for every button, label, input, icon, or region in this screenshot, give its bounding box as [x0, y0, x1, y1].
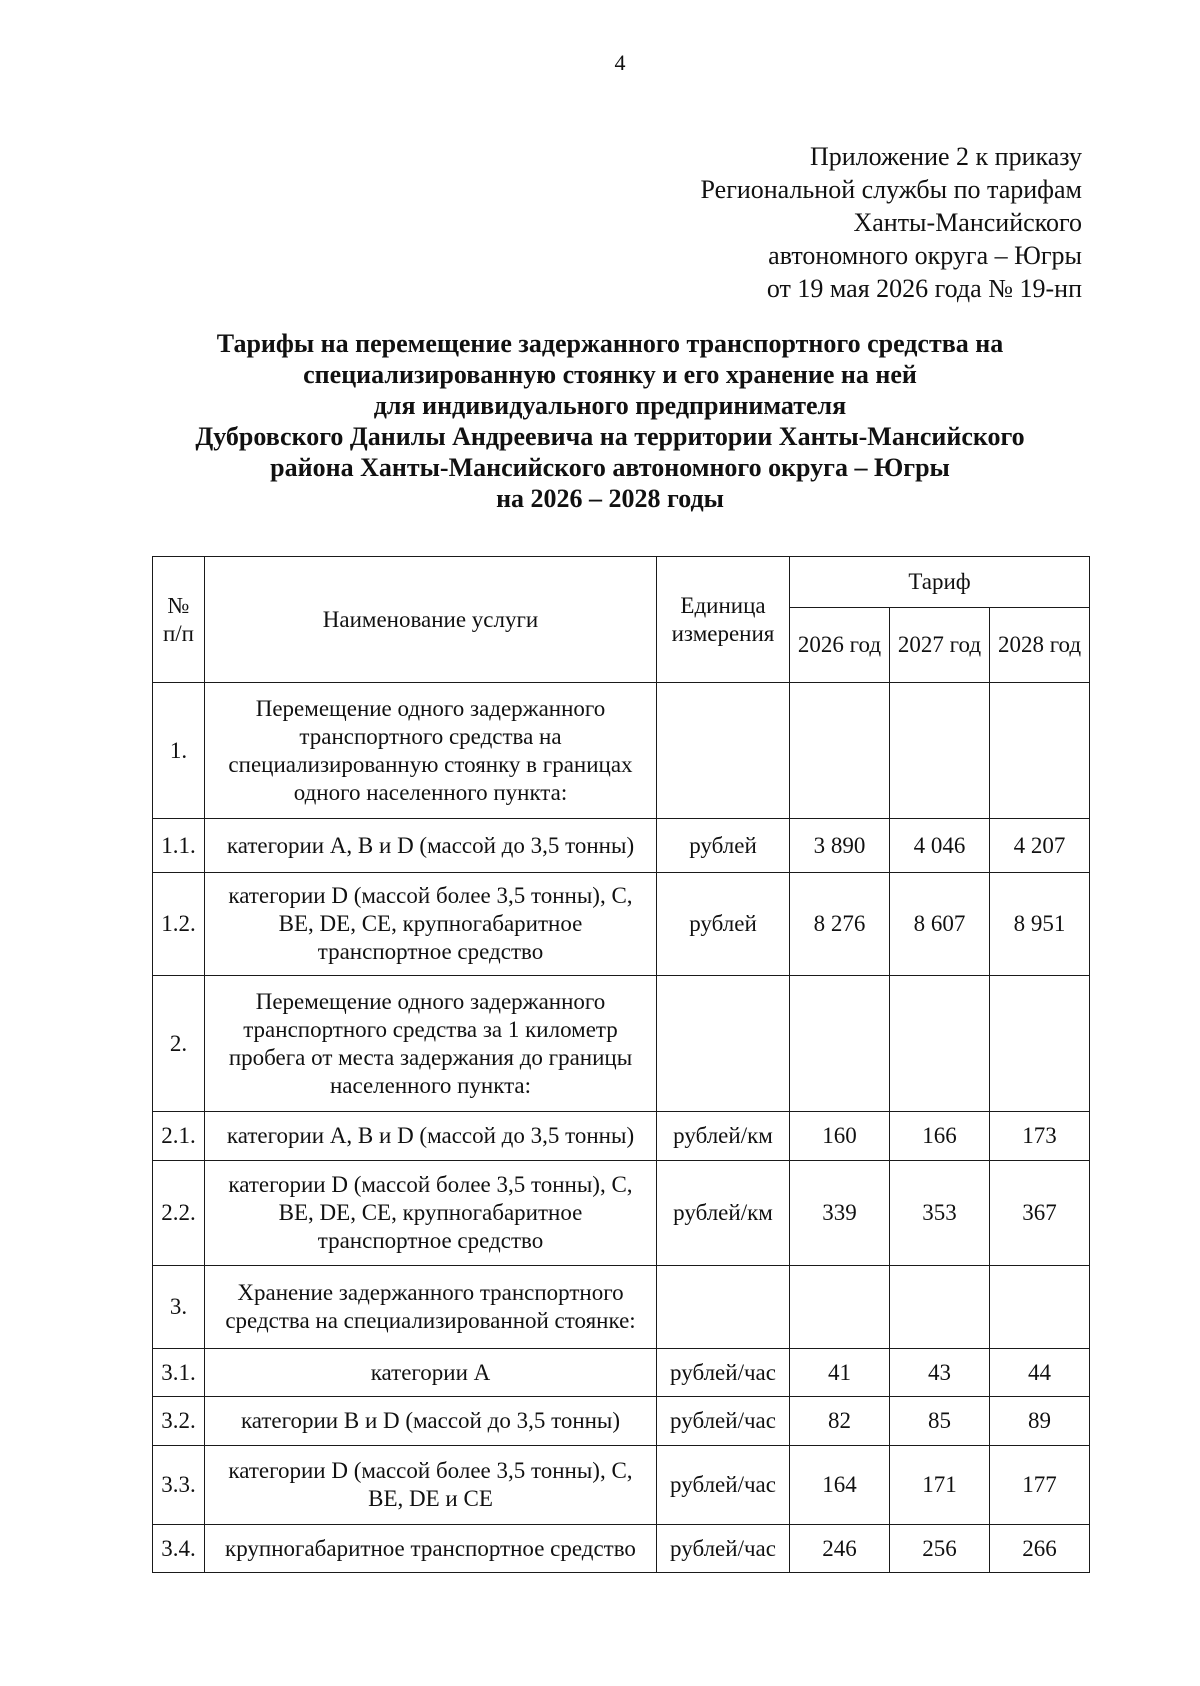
row-value-2028 [990, 683, 1090, 819]
table-row [153, 1266, 1090, 1349]
tariff-table [152, 556, 1090, 1573]
appendix-line: Ханты-Мансийского [853, 208, 1082, 237]
row-service-name: Перемещение одного задержанного транспортного средства за 1 километр пробега от места задержания до границы населенного пункта: [205, 976, 657, 1112]
row-number: 2.1. [153, 1112, 205, 1161]
row-service-name: Перемещение одного задержанного транспортного средства на специализированную стоянку в границах одного населенного пункта: [205, 683, 657, 819]
header-unit: Единица измерения [657, 557, 790, 683]
row-unit: рублей [657, 873, 790, 976]
row-number: 1. [153, 683, 205, 819]
table-row [153, 976, 1090, 1112]
row-value-2028: 266 [990, 1525, 1090, 1573]
row-value-2027: 85 [890, 1397, 990, 1446]
row-value-2026: 164 [790, 1446, 890, 1525]
header-year-2028: 2028 год [990, 608, 1090, 683]
row-value-2026 [790, 976, 890, 1112]
row-unit [657, 1266, 790, 1349]
row-value-2028: 4 207 [990, 819, 1090, 873]
table-row [153, 819, 1090, 873]
row-service-name: категории D (массой более 3,5 тонны), С, ВЕ, DE, CE, крупногабаритное транспортное средство [205, 1161, 657, 1266]
row-unit: рублей/час [657, 1446, 790, 1525]
row-value-2027: 353 [890, 1161, 990, 1266]
header-service-name: Наименование услуги [205, 557, 657, 683]
row-value-2028: 173 [990, 1112, 1090, 1161]
row-number: 2.2. [153, 1161, 205, 1266]
row-value-2028 [990, 1266, 1090, 1349]
row-value-2026: 3 890 [790, 819, 890, 873]
row-value-2027: 171 [890, 1446, 990, 1525]
appendix-reference [701, 140, 1082, 305]
row-value-2026 [790, 683, 890, 819]
appendix-line: Приложение 2 к приказу [809, 142, 1082, 171]
title-line: Дубровского Данилы Андреевича на территории Ханты-Мансийского [195, 422, 1025, 451]
table-row [153, 1397, 1090, 1446]
row-number: 2. [153, 976, 205, 1112]
table-row [153, 1349, 1090, 1397]
table-row [153, 1525, 1090, 1573]
row-service-name: крупногабаритное транспортное средство [205, 1525, 657, 1573]
row-value-2028: 177 [990, 1446, 1090, 1525]
row-value-2028: 89 [990, 1397, 1090, 1446]
row-value-2026: 339 [790, 1161, 890, 1266]
row-number: 1.1. [153, 819, 205, 873]
row-number: 3.3. [153, 1446, 205, 1525]
row-service-name: категории В и D (массой до 3,5 тонны) [205, 1397, 657, 1446]
table-row [153, 1446, 1090, 1525]
row-service-name: Хранение задержанного транспортного средства на специализированной стоянке: [205, 1266, 657, 1349]
row-value-2026 [790, 1266, 890, 1349]
row-number: 3.2. [153, 1397, 205, 1446]
row-value-2026: 8 276 [790, 873, 890, 976]
row-value-2027 [890, 1266, 990, 1349]
row-value-2026: 246 [790, 1525, 890, 1573]
row-number: 3. [153, 1266, 205, 1349]
row-unit: рублей [657, 819, 790, 873]
header-year-2026: 2026 год [790, 608, 890, 683]
row-value-2026: 41 [790, 1349, 890, 1397]
title-line: Тарифы на перемещение задержанного транспортного средства на [216, 329, 1004, 358]
row-value-2027 [890, 976, 990, 1112]
table-row [153, 683, 1090, 819]
row-value-2028: 367 [990, 1161, 1090, 1266]
row-service-name: категории А, В и D (массой до 3,5 тонны) [205, 819, 657, 873]
header-tariff: Тариф [790, 557, 1090, 608]
row-number: 3.1. [153, 1349, 205, 1397]
row-value-2027: 8 607 [890, 873, 990, 976]
page-number: 4 [614, 50, 626, 75]
row-value-2026: 160 [790, 1112, 890, 1161]
row-value-2027: 4 046 [890, 819, 990, 873]
row-number: 3.4. [153, 1525, 205, 1573]
header-number: № п/п [153, 557, 205, 683]
row-value-2027 [890, 683, 990, 819]
title-line: на 2026 – 2028 годы [496, 484, 724, 513]
table-row [153, 1161, 1090, 1266]
row-unit: рублей/час [657, 1525, 790, 1573]
row-service-name: категории D (массой более 3,5 тонны), С, ВЕ, DE, CE, крупногабаритное транспортное средство [205, 873, 657, 976]
row-unit: рублей/час [657, 1397, 790, 1446]
document-title [120, 328, 1100, 514]
row-unit: рублей/км [657, 1161, 790, 1266]
table-row [153, 873, 1090, 976]
appendix-line: Региональной службы по тарифам [700, 175, 1082, 204]
row-unit [657, 976, 790, 1112]
row-value-2028 [990, 976, 1090, 1112]
row-unit [657, 683, 790, 819]
header-year-2027: 2027 год [890, 608, 990, 683]
row-value-2026: 82 [790, 1397, 890, 1446]
row-service-name: категории А, В и D (массой до 3,5 тонны) [205, 1112, 657, 1161]
row-value-2027: 256 [890, 1525, 990, 1573]
appendix-line: автономного округа – Югры [768, 241, 1082, 270]
title-line: для индивидуального предпринимателя [373, 391, 847, 420]
title-line: района Ханты-Мансийского автономного округа – Югры [270, 453, 950, 482]
row-value-2027: 166 [890, 1112, 990, 1161]
row-service-name: категории D (массой более 3,5 тонны), С, ВЕ, DE и CE [205, 1446, 657, 1525]
title-line: специализированную стоянку и его хранение на ней [303, 360, 917, 389]
row-service-name: категории А [205, 1349, 657, 1397]
row-unit: рублей/час [657, 1349, 790, 1397]
appendix-line: от 19 мая 2026 года № 19-нп [766, 274, 1082, 303]
row-value-2027: 43 [890, 1349, 990, 1397]
row-number: 1.2. [153, 873, 205, 976]
row-value-2028: 8 951 [990, 873, 1090, 976]
row-value-2028: 44 [990, 1349, 1090, 1397]
row-unit: рублей/км [657, 1112, 790, 1161]
table-row [153, 1112, 1090, 1161]
